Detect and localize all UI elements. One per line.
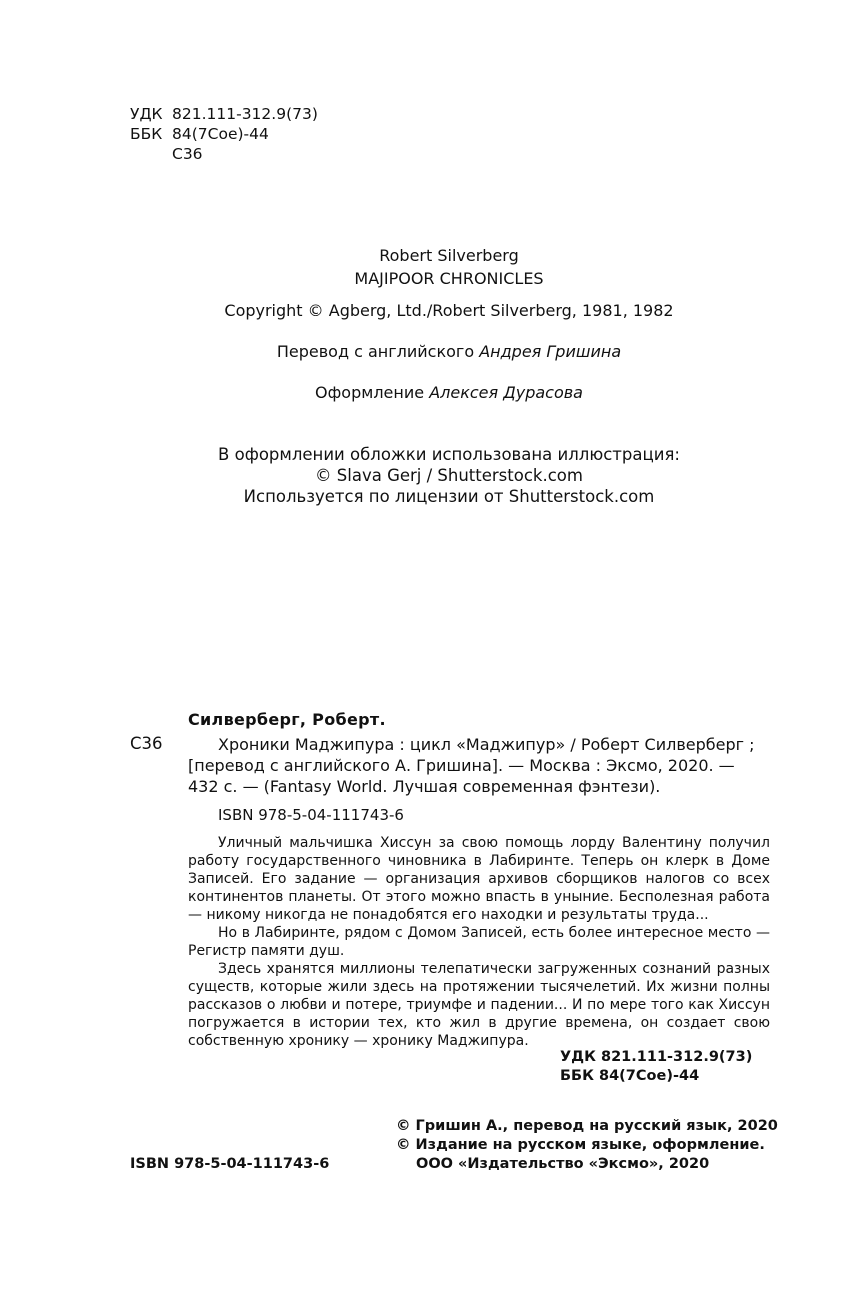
- bottom-classification-codes: [560, 1048, 752, 1086]
- entry-description: [188, 734, 770, 797]
- entry-author-code: С36: [130, 734, 163, 753]
- designer-name: Алексея Дурасова: [429, 383, 583, 402]
- bottom-isbn: ISBN 978-5-04-111743-6: [130, 1156, 330, 1172]
- annotation-paragraph: Но в Лабиринте, рядом с Домом Записей, есть более интересное место — Регистр памяти душ.: [188, 925, 770, 959]
- cover-credit-line-3: Используется по лицензии от Shutterstock.com: [243, 487, 655, 506]
- publisher-copyright: ООО «Издательство «Эксмо», 2020: [416, 1156, 710, 1172]
- bbk-label: ББК: [130, 125, 163, 143]
- bottom-udk: УДК 821.111-312.9(73): [560, 1049, 753, 1065]
- translation-copyright: © Гришин А., перевод на русский язык, 2020: [396, 1118, 778, 1134]
- bbk-row: [130, 124, 318, 144]
- entry-description-line-2: [перевод с английского А. Гришина]. — Москва : Эксмо, 2020. —: [188, 756, 735, 775]
- udk-row: [130, 104, 318, 124]
- annotation-paragraph: Уличный мальчишка Хиссун за свою помощь лорду Валентину получил работу государственного чиновника в Лабиринте. Теперь он клерк в Доме Записей. Его задание — организация архивов сборщиков налогов со всех континентов планеты. От этого можно впасть в уныние. Бесполезная работа — никому никогда не понадобятся его находки и результаты труда...: [188, 835, 770, 923]
- entry-isbn: ISBN 978-5-04-111743-6: [218, 806, 404, 824]
- udk-label: УДК: [130, 105, 163, 123]
- original-author: Robert Silverberg: [379, 246, 519, 265]
- design-prefix: Оформление: [315, 383, 425, 402]
- cover-credit: [0, 444, 845, 507]
- bbk-value: 84(7Сое)-44: [172, 125, 269, 143]
- copyright-block: [396, 1117, 778, 1174]
- bottom-bbk: ББК 84(7Сое)-44: [560, 1068, 700, 1084]
- entry-heading: Силверберг, Роберт.: [188, 710, 386, 729]
- entry-description-line-3: 432 с. — (Fantasy World. Лучшая современная фэнтези).: [188, 777, 661, 796]
- original-title: MAJIPOOR CHRONICLES: [354, 269, 544, 288]
- translator-name: Андрея Гришина: [479, 342, 622, 361]
- translation-prefix: Перевод с английского: [276, 342, 475, 361]
- udk-value: 821.111-312.9(73): [172, 105, 318, 123]
- entry-description-line-1: Хроники Маджипура : цикл «Маджипур» / Роберт Силверберг ;: [218, 735, 755, 754]
- annotation-paragraph: Здесь хранятся миллионы телепатически загруженных сознаний разных существ, которые жили здесь на протяжении тысячелетий. Их жизни полны рассказов о любви и потере, триумфе и падении... И по мере того как Хиссун погружается в истории тех, кто жил в другие времена, он создает свою собственную хронику — хронику Маджипура.: [188, 961, 770, 1049]
- translation-credit: [0, 341, 845, 363]
- top-classification-codes: [130, 104, 318, 164]
- edition-copyright: © Издание на русском языке, оформление.: [396, 1137, 765, 1153]
- author-code: С36: [172, 145, 203, 163]
- original-copyright: Copyright © Agberg, Ltd./Robert Silverberg, 1981, 1982: [224, 301, 674, 320]
- cover-credit-line-1: В оформлении обложки использована иллюстрация:: [218, 445, 680, 464]
- design-credit: [0, 382, 845, 404]
- cover-credit-line-2: © Slava Gerj / Shutterstock.com: [315, 466, 583, 485]
- annotation: [188, 834, 770, 1050]
